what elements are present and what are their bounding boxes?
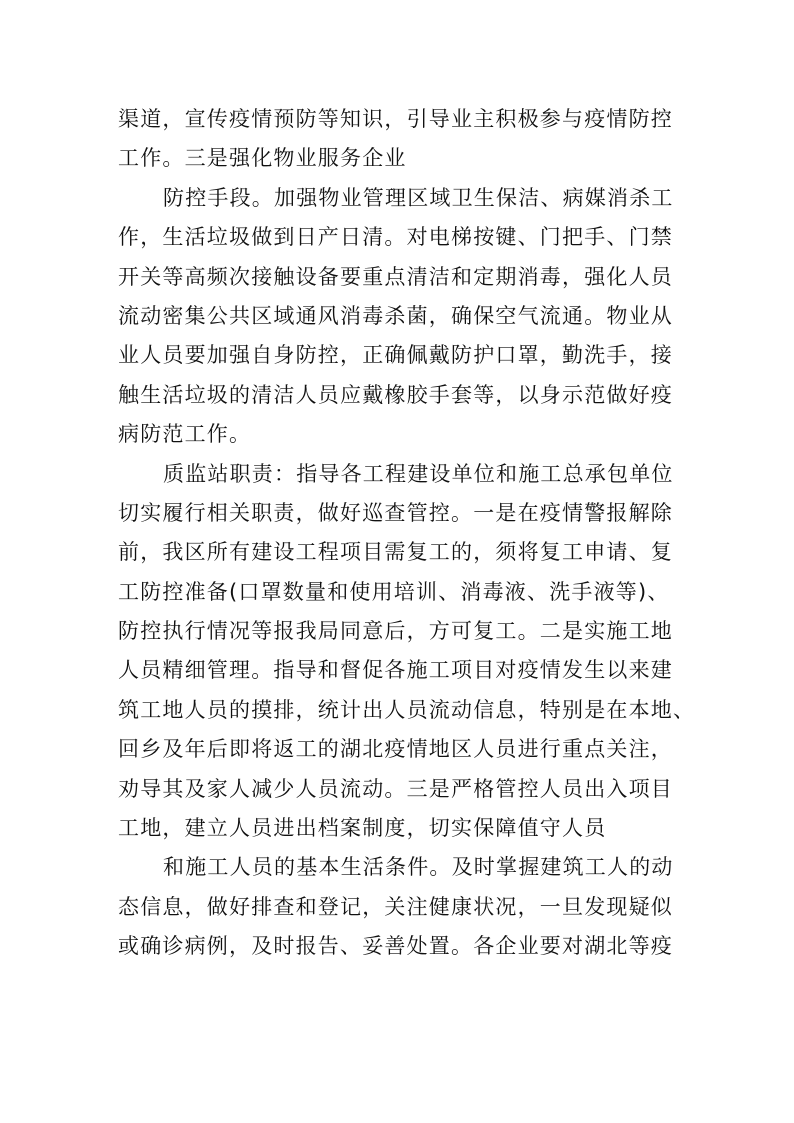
text-line: 病防范工作。 xyxy=(118,422,252,447)
text-line: 工防控准备(口罩数量和使用培训、消毒液、洗手液等)、 xyxy=(118,579,670,604)
text-line: 开关等高频次接触设备要重点清洁和定期消毒，强化人员 xyxy=(118,264,673,289)
text-line: 工作。三是强化物业服务企业 xyxy=(118,146,407,171)
text-line: 业人员要加强自身防控，正确佩戴防护口罩，勤洗手，接 xyxy=(118,343,673,368)
text-line: 渠道，宣传疫情预防等知识，引导业主积极参与疫情防控 xyxy=(118,107,673,131)
paragraph xyxy=(118,179,678,455)
text-line: 和施工人员的基本生活条件。及时掌握建筑工人的动 xyxy=(163,855,674,880)
text-line: 筑工地人员的摸排，统计出人员流动信息，特别是在本地、 xyxy=(118,697,696,722)
text-line: 态信息，做好排查和登记，关注健康状况，一旦发现疑似 xyxy=(118,894,673,919)
paragraph xyxy=(118,100,678,179)
text-line: 前，我区所有建设工程项目需复工的，须将复工申请、复 xyxy=(118,540,673,565)
text-line: 劝导其及家人减少人员流动。三是严格管控人员出入项目 xyxy=(118,776,673,801)
paragraph xyxy=(118,455,696,849)
text-line: 切实履行相关职责，做好巡查管控。一是在疫情警报解除 xyxy=(118,500,673,525)
text-line: 人员精细管理。指导和督促各施工项目对疫情发生以来建 xyxy=(118,658,673,683)
text-line: 防控执行情况等报我局同意后，方可复工。二是实施工地 xyxy=(118,619,673,644)
text-line: 流动密集公共区域通风消毒杀菌，确保空气流通。物业从 xyxy=(118,303,673,328)
text-line: 质监站职责：指导各工程建设单位和施工总承包单位 xyxy=(163,461,674,486)
text-line: 触生活垃圾的清洁人员应戴橡胶手套等，以身示范做好疫 xyxy=(118,382,673,407)
text-line: 回乡及年后即将返工的湖北疫情地区人员进行重点关注， xyxy=(118,737,673,762)
text-line: 防控手段。加强物业管理区域卫生保洁、病媒消杀工 xyxy=(163,185,674,210)
text-line: 工地，建立人员进出档案制度，切实保障值守人员 xyxy=(118,816,607,841)
document-body xyxy=(118,100,696,967)
paragraph xyxy=(118,848,678,966)
text-line: 作，生活垃圾做到日产日清。对电梯按键、门把手、门禁 xyxy=(118,225,673,250)
text-line: 或确诊病例，及时报告、妥善处置。各企业要对湖北等疫 xyxy=(118,934,673,959)
